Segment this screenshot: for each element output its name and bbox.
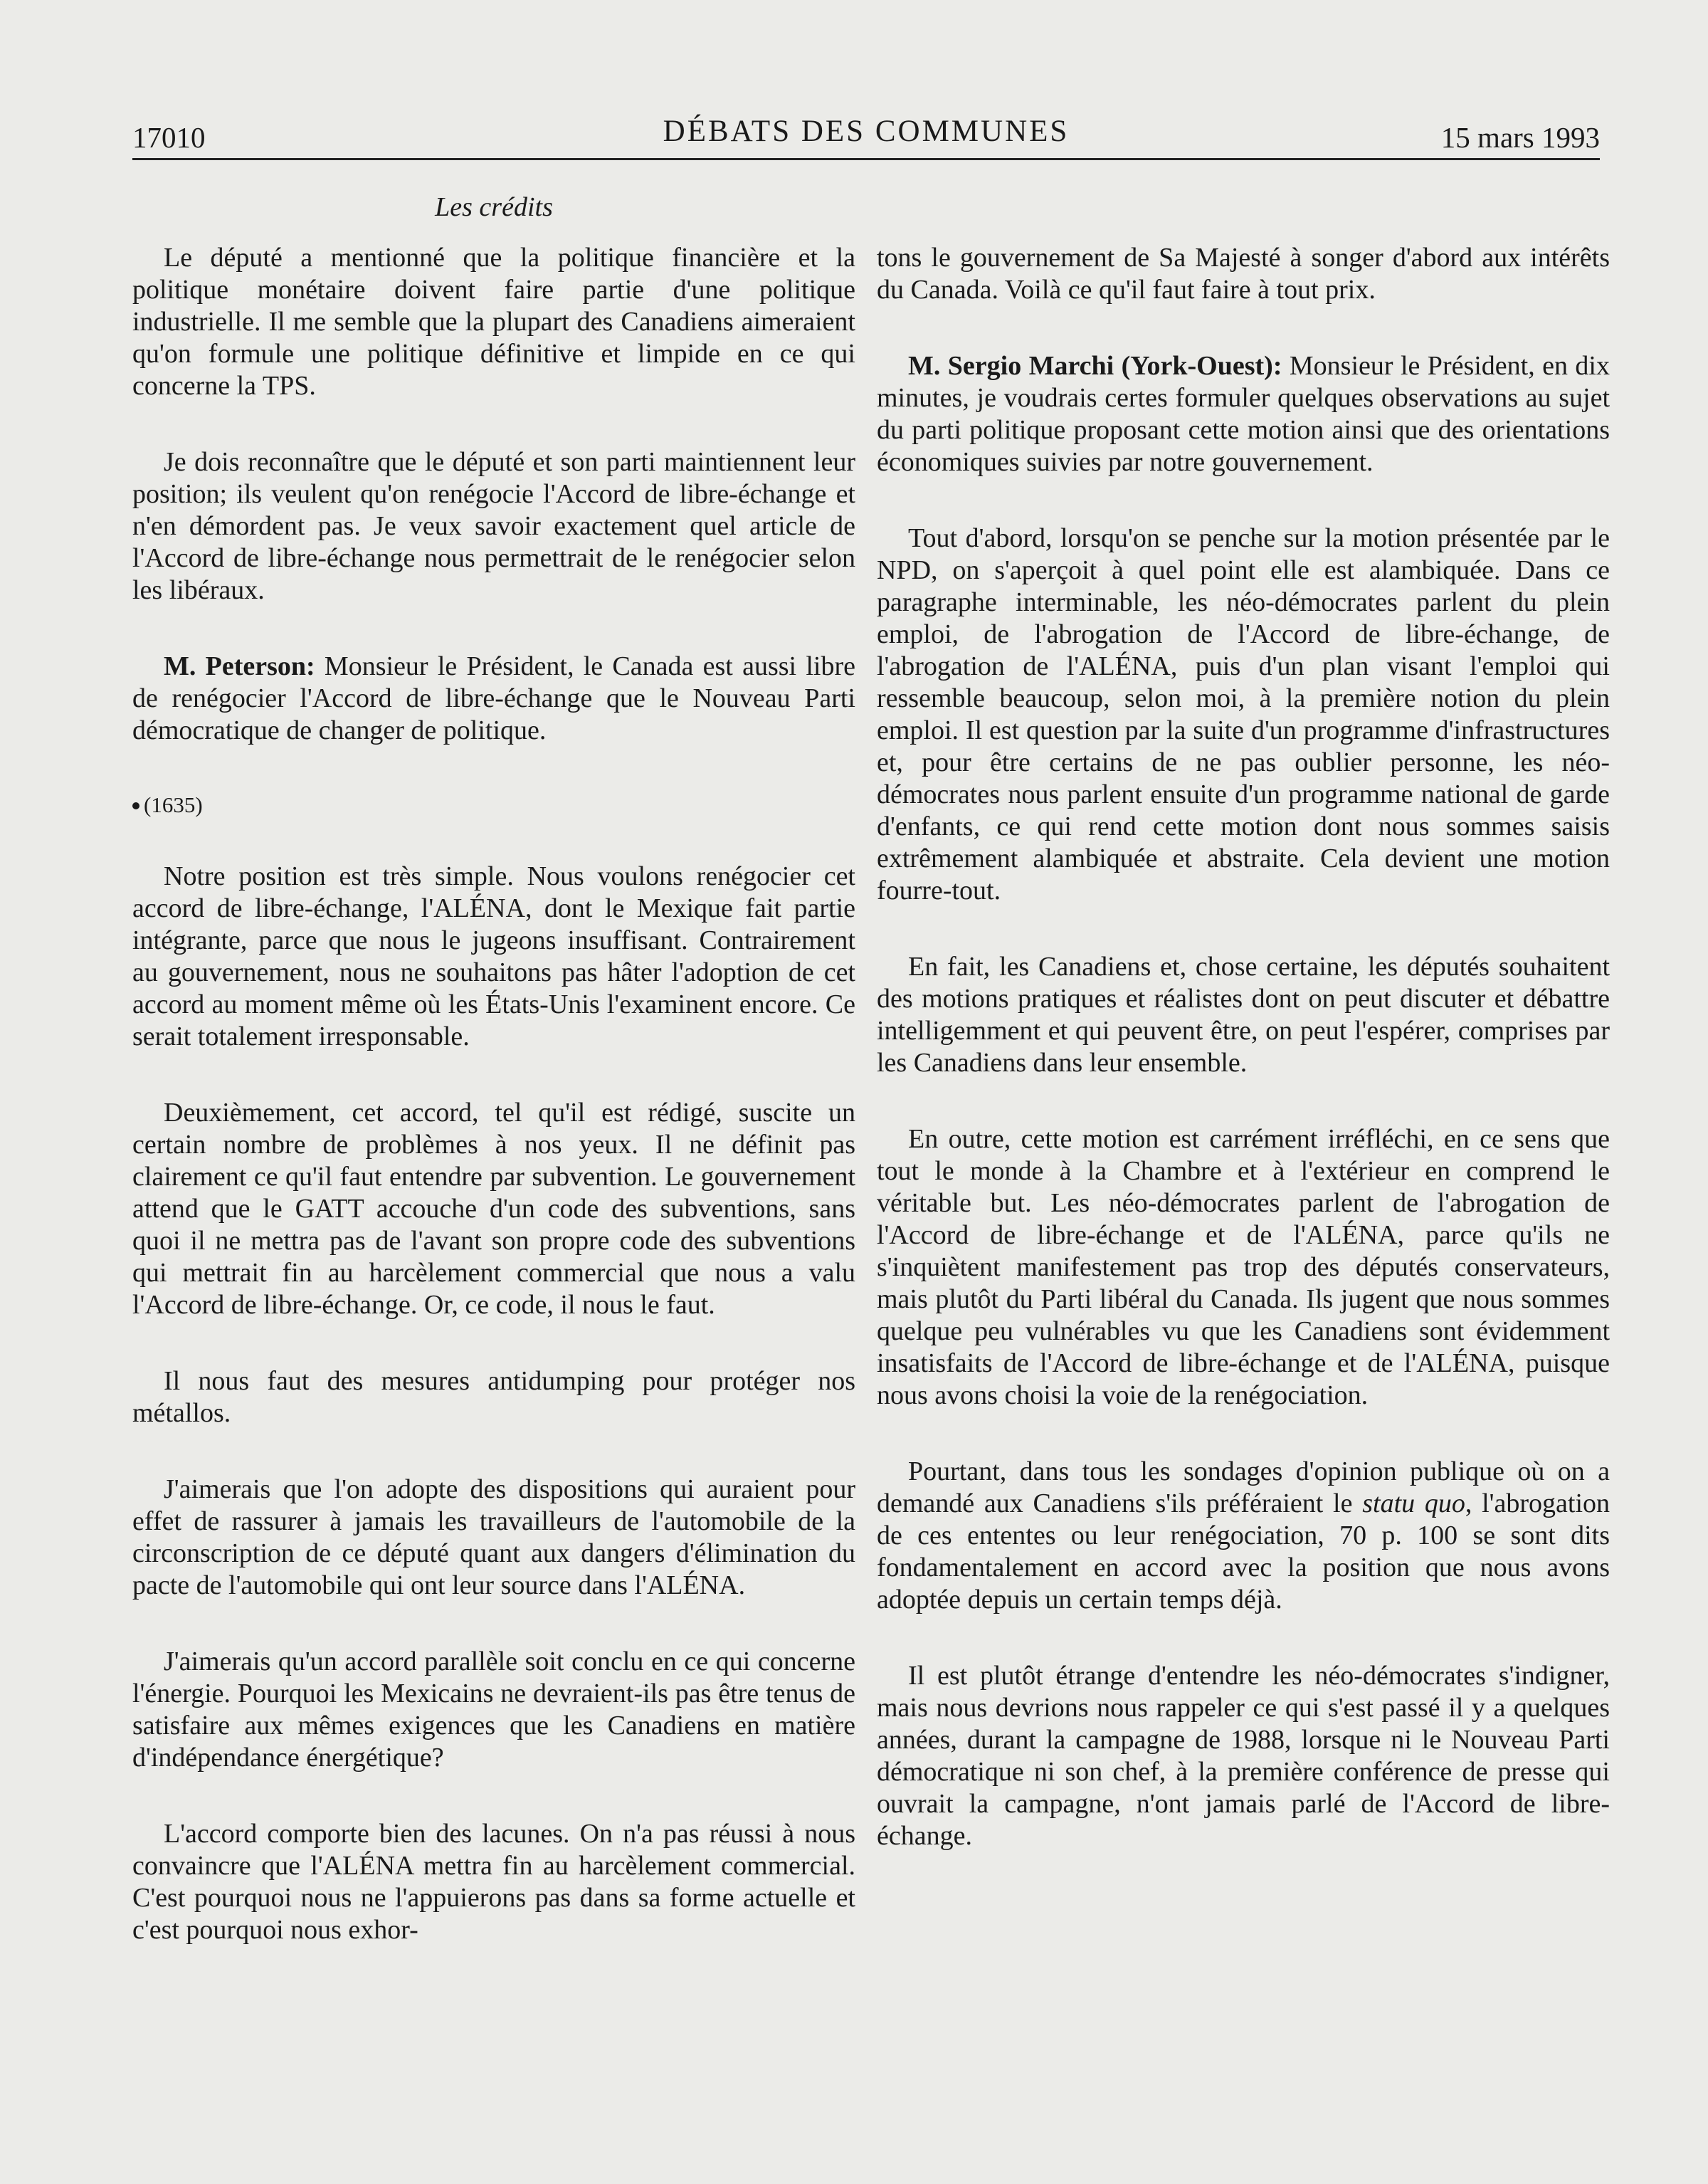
paragraph — [877, 1456, 1610, 1616]
bullet-icon — [132, 802, 139, 809]
paragraph: Je dois reconnaître que le député et son parti maintiennent leur position; ils veulent qu'on renégocie l'Accord de libre-échange et n'en démordent pas. Je veux savoir exactement quel article de l'Accord de libre-échange nous permettrait de le renégocier selon les libéraux. — [132, 447, 855, 605]
speech-text: Monsieur le Président, en dix minutes, je voudrais certes formuler quelques observations au sujet du parti politique proposant cette motion ainsi que des orientations économiques suivies par notre gouvernement. — [877, 351, 1610, 477]
speech-text: Monsieur le Président, le Canada est aussi libre de renégocier l'Accord de libre-échange que le Nouveau Parti démocratique de changer de politique. — [132, 651, 855, 745]
section-title: Les crédits — [435, 192, 553, 222]
paragraph: tons le gouvernement de Sa Majesté à songer d'abord aux intérêts du Canada. Voilà ce qu'il faut faire à tout prix. — [877, 243, 1610, 305]
publication-date: 15 mars 1993 — [1440, 121, 1600, 154]
speech-paragraph — [132, 651, 855, 747]
paragraph: L'accord comporte bien des lacunes. On n'a pas réussi à nous convaincre que l'ALÉNA mettra fin au harcèlement commercial. C'est pourquoi nous ne l'appuierons pas dans sa forme actuelle et c'est pourquoi nous exhor- — [132, 1819, 855, 1945]
header-rule — [132, 158, 1600, 160]
paragraph: En outre, cette motion est carrément irréfléchi, en ce sens que tout le monde à la Chambre et à l'extérieur en comprend le véritable but. Les néo-démocrates parlent de l'abrogation de l'Accord de libre-échange et de l'ALÉNA, parce qu'ils ne s'inquiètent manifestement pas trop des députés conservateurs, mais plutôt du Parti libéral du Canada. Ils jugent que nous sommes quelque peu vulnérables vu que les Canadiens sont évidemment insatisfaits de l'Accord de libre-échange et de l'ALÉNA, puisque nous avons choisi la voie de la renégociation. — [877, 1124, 1610, 1410]
paragraph: Il nous faut des mesures antidumping pour protéger nos métallos. — [132, 1366, 855, 1428]
paragraph-text: , l'abrogation de ces ententes ou leur renégociation, 70 p. 100 se sont dits fondamentalement en accord avec la position que nous avons adoptée depuis un certain temps déjà. — [877, 1489, 1610, 1615]
paragraph: Deuxièmement, cet accord, tel qu'il est rédigé, suscite un certain nombre de problèmes à nos yeux. Il ne définit pas clairement ce qu'il faut entendre par subvention. Le gouvernement attend que le GATT accouche d'un code des subventions, sans quoi il ne mettra pas de l'avant son propre code des subventions qui mettrait fin au harcèlement commercial que nous a valu l'Accord de libre-échange. Or, ce code, il nous le faut. — [132, 1098, 855, 1320]
paragraph: En fait, les Canadiens et, chose certaine, les députés souhaitent des motions pratiques et réalistes dont on peut discuter et débattre intelligemment et qui peuvent être, on peut l'espérer, comprises par les Canadiens dans leur ensemble. — [877, 952, 1610, 1078]
time-marker — [132, 791, 855, 819]
paragraph: Tout d'abord, lorsqu'on se penche sur la motion présentée par le NPD, on s'aperçoit à quel point elle est alambiquée. Dans ce paragraphe interminable, les néo-démocrates parlent du plein emploi, de l'abrogation de l'Accord de libre-échange, de l'abrogation de l'ALÉNA, puis d'un plan visant l'emploi qui ressemble beaucoup, selon moi, à la première notion du plein emploi. Il est question par la suite d'un programme d'infrastructures et, pour être certains de ne pas oublier personne, les néo-démocrates nous parlent ensuite d'un programme national de garde d'enfants, ce qui rend cette motion dont nous sommes saisis extrêmement alambiquée et abstraite. Cela devient une motion fourre-tout. — [877, 523, 1610, 905]
speech-paragraph — [877, 350, 1610, 478]
paragraph: J'aimerais que l'on adopte des dispositions qui auraient pour effet de rassurer à jamais les travailleurs de l'automobile de la circonscription de ce député quant aux dangers d'élimination du pacte de l'automobile qui ont leur source dans l'ALÉNA. — [132, 1474, 855, 1600]
paragraph: Notre position est très simple. Nous voulons renégocier cet accord de libre-échange, l'ALÉNA, dont le Mexique fait partie intégrante, parce que nous le jugeons insuffisant. Contrairement au gouvernement, nous ne souhaitons pas hâter l'adoption de cet accord au moment même où les États-Unis l'examinent encore. Ce serait totalement irresponsable. — [132, 861, 855, 1051]
speaker-name: M. Sergio Marchi (York-Ouest): — [908, 351, 1282, 381]
paragraph-text: Pourtant, dans tous les sondages d'opinion publique où on a demandé aux Canadiens s'ils préféraient le — [877, 1456, 1610, 1518]
speaker-name: M. Peterson: — [164, 651, 315, 681]
paragraph: J'aimerais qu'un accord parallèle soit conclu en ce qui concerne l'énergie. Pourquoi les Mexicains ne devraient-ils pas être tenus de satisfaire aux mêmes exigences que les Canadiens en matière d'indépendance énergétique? — [132, 1647, 855, 1773]
right-column — [877, 242, 1610, 1896]
page-number: 17010 — [132, 121, 206, 154]
time-marker-text: (1635) — [144, 792, 203, 817]
italic-term: statu quo — [1362, 1489, 1465, 1518]
publication-title: DÉBATS DES COMMUNES — [663, 115, 1070, 148]
paragraph: Le député a mentionné que la politique financière et la politique monétaire doivent faire partie d'une politique industrielle. Il me semble que la plupart des Canadiens aimeraient qu'on formule une politique définitive et limpide en ce qui concerne la TPS. — [132, 243, 855, 401]
left-column — [132, 242, 855, 1990]
paragraph: Il est plutôt étrange d'entendre les néo-démocrates s'indigner, mais nous devrions nous rappeler ce qui s'est passé il y a quelques années, durant la campagne de 1988, lorsque ni le Nouveau Parti démocratique ni son chef, à la première conférence de presse qui ouvrait la campagne, n'ont jamais parlé de l'Accord de libre-échange. — [877, 1661, 1610, 1851]
page-header — [132, 107, 1600, 157]
